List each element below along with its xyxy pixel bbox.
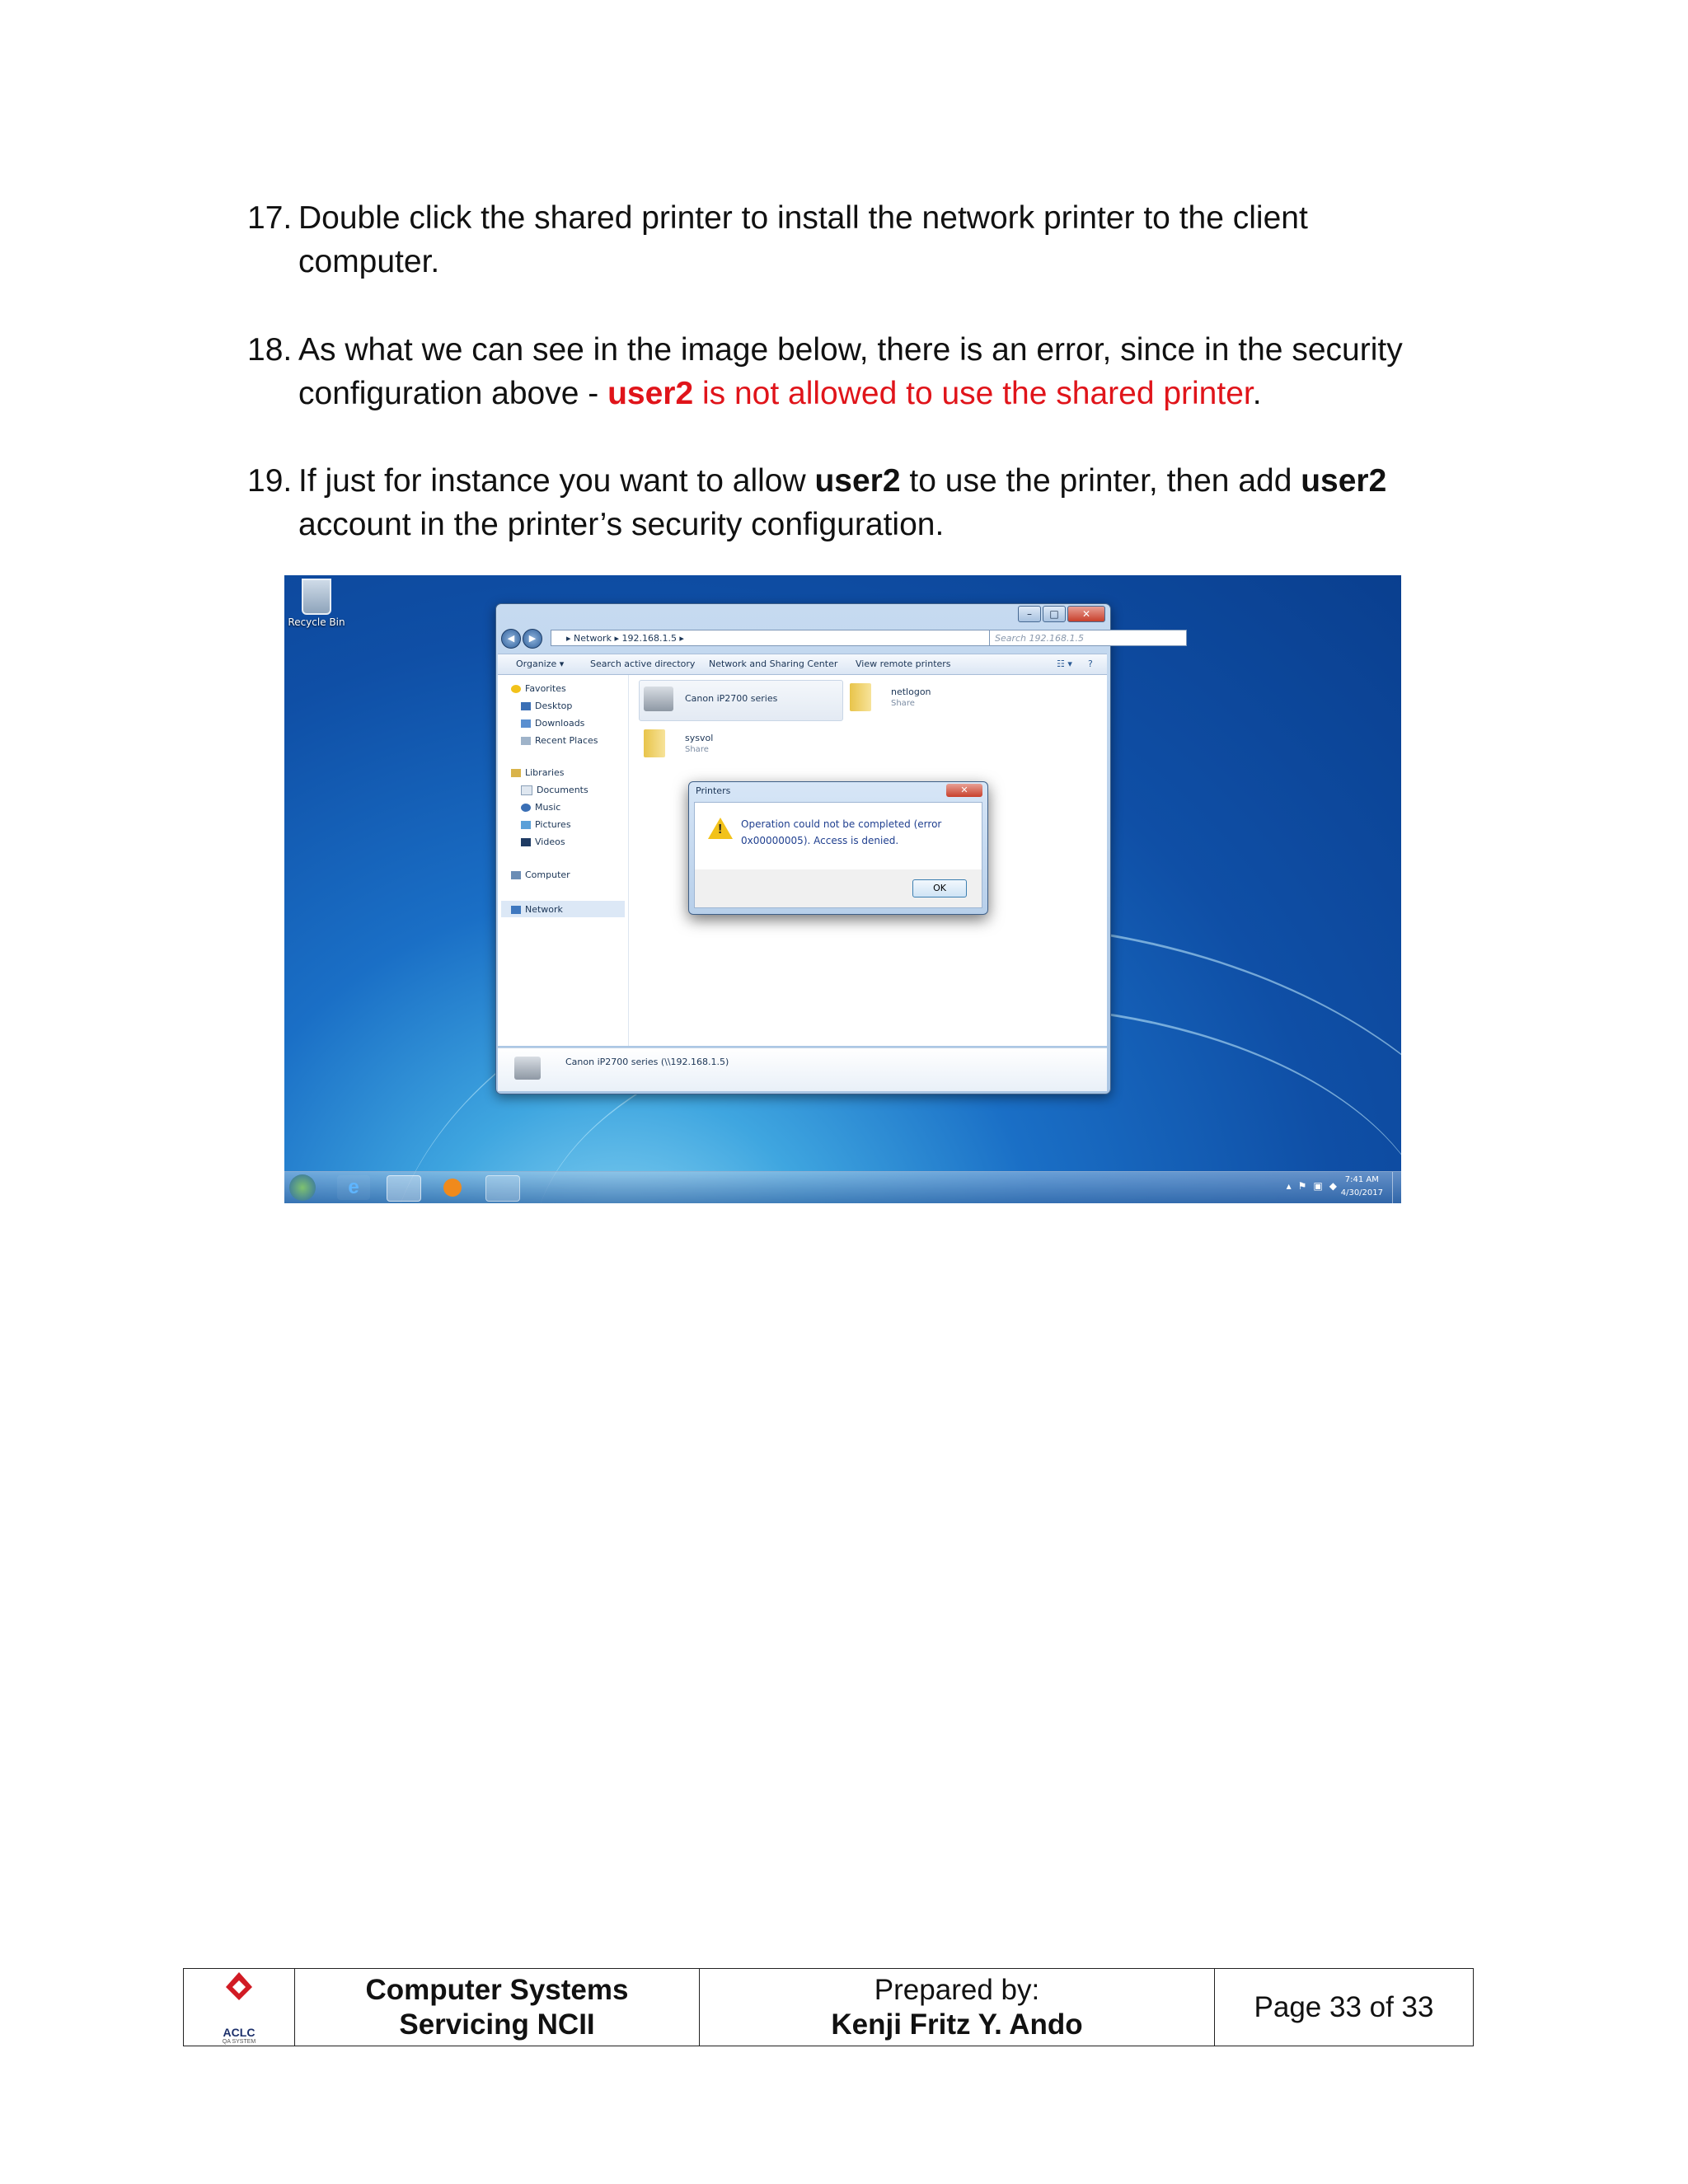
show-desktop-button[interactable] — [1392, 1172, 1401, 1203]
folder-icon — [850, 683, 871, 711]
organize-menu[interactable]: Organize ▾ — [516, 658, 565, 669]
course-cell — [295, 1969, 700, 2046]
tray-clock[interactable]: 7:41 AM 4/30/2017 — [1340, 1175, 1383, 1197]
step-line: As what we can see in the image below, there is an error, since in the security — [298, 332, 1403, 368]
course-line: Servicing NCII — [399, 2008, 595, 2041]
nav-libraries[interactable]: Libraries — [511, 767, 565, 778]
step-line: account in the printer’s security configuration. — [298, 507, 945, 542]
user2-emphasis: user2 — [607, 376, 694, 411]
prepared-cell — [700, 1969, 1215, 2046]
dialog-message: Operation could not be completed (error 0x00000005). Access is denied. — [741, 818, 942, 846]
details-text: Canon iP2700 series (\\192.168.1.5) — [565, 1057, 729, 1067]
nav-documents[interactable]: Documents — [521, 785, 588, 795]
user2-emphasis: user2 — [1301, 463, 1387, 499]
nav-pictures[interactable]: Pictures — [521, 819, 571, 830]
step-line-text: If just for instance you want to allow — [298, 463, 815, 499]
step-line-text: to use the printer, then add — [900, 463, 1301, 499]
printer-name[interactable]: Canon iP2700 series — [685, 693, 778, 704]
nav-music[interactable]: Music — [521, 802, 560, 813]
address-row — [501, 629, 1103, 649]
close-icon[interactable]: ✕ — [946, 784, 982, 797]
prepared-label: Prepared by: — [874, 1973, 1040, 2006]
internet-explorer-icon[interactable]: e — [337, 1175, 370, 1200]
document-footer — [183, 1968, 1474, 2046]
file-explorer-taskbar-icon[interactable] — [387, 1175, 421, 1202]
logo-cell — [184, 1969, 295, 2046]
nav-computer[interactable]: Computer — [511, 869, 570, 880]
desktop-icon-label: Recycle Bin — [288, 616, 345, 628]
folder-icon — [644, 729, 665, 757]
step-text — [298, 328, 1467, 415]
course-line: Computer Systems — [365, 1973, 629, 2006]
windows-screenshot — [284, 575, 1401, 1203]
step-17 — [247, 196, 1467, 284]
help-icon[interactable]: ? — [1088, 658, 1093, 669]
step-line: Double click the shared printer to install the network printer to the client — [298, 200, 1308, 236]
view-remote-printers-button[interactable]: View remote printers — [856, 658, 951, 669]
logo-text: ACLC — [223, 2026, 256, 2039]
step-number: 17. — [247, 200, 293, 236]
author-name: Kenji Fritz Y. Ando — [831, 2008, 1083, 2041]
page-number: Page 33 of 33 — [1254, 1990, 1434, 2023]
tray-icons[interactable]: ▴⚑▣◆ — [1286, 1180, 1343, 1192]
nav-desktop[interactable]: Desktop — [521, 701, 572, 711]
minimize-icon[interactable]: – — [1018, 606, 1041, 622]
close-icon[interactable]: ✕ — [1067, 606, 1105, 622]
step-19 — [247, 459, 1467, 546]
nav-favorites[interactable]: Favorites — [511, 683, 566, 694]
start-orb-icon[interactable] — [289, 1174, 316, 1201]
window-controls — [1018, 606, 1105, 622]
user2-emphasis: user2 — [814, 463, 901, 499]
dialog-footer — [694, 869, 982, 908]
recycle-bin-desktop-icon[interactable] — [288, 579, 345, 628]
printer-icon — [514, 1057, 541, 1080]
maximize-icon[interactable]: □ — [1043, 606, 1066, 622]
step-18 — [247, 328, 1467, 415]
view-options-icon[interactable]: ☷ ▾ — [1057, 658, 1072, 669]
step-line-text: . — [1252, 376, 1262, 411]
nav-videos[interactable]: Videos — [521, 837, 565, 847]
recycle-bin-icon — [302, 579, 331, 615]
page-number-cell — [1215, 1969, 1474, 2046]
step-line-text: configuration above - — [298, 376, 608, 411]
address-bar[interactable]: ▸ Network ▸ 192.168.1.5 ▸ — [551, 630, 1000, 646]
dialog-title: Printers — [696, 785, 731, 796]
network-sharing-center-button[interactable]: Network and Sharing Center — [709, 658, 838, 669]
step-number: 18. — [247, 332, 293, 368]
details-pane — [498, 1047, 1107, 1091]
aclc-logo-icon — [214, 1969, 264, 2018]
warning-text: is not allowed to use the shared printer — [693, 376, 1253, 411]
step-text — [298, 196, 1467, 284]
navigation-pane — [498, 675, 629, 1046]
taskbar — [284, 1171, 1401, 1203]
dialog-body — [694, 802, 982, 871]
media-player-icon[interactable] — [436, 1175, 469, 1200]
step-text — [298, 459, 1467, 546]
error-dialog — [688, 781, 988, 915]
word-document-icon[interactable] — [485, 1175, 520, 1202]
nav-downloads[interactable]: Downloads — [521, 718, 584, 729]
forward-arrow-icon[interactable]: ▶ — [523, 629, 542, 649]
nav-recent-places[interactable]: Recent Places — [521, 735, 598, 746]
step-number: 19. — [247, 463, 293, 499]
printer-icon — [644, 687, 673, 711]
back-arrow-icon[interactable]: ◀ — [501, 629, 521, 649]
share-sysvol[interactable]: sysvol Share — [685, 733, 714, 754]
share-netlogon[interactable]: netlogon Share — [891, 687, 931, 708]
search-input[interactable]: Search 192.168.1.5 — [989, 630, 1187, 646]
logo-subtext: QA SYSTEM — [222, 2039, 256, 2045]
step-line: computer. — [298, 244, 440, 279]
search-ad-button[interactable]: Search active directory — [590, 658, 696, 669]
nav-network[interactable]: Network — [511, 904, 563, 915]
ok-button[interactable]: OK — [912, 879, 967, 898]
command-bar — [498, 654, 1107, 675]
warning-icon — [708, 818, 733, 839]
